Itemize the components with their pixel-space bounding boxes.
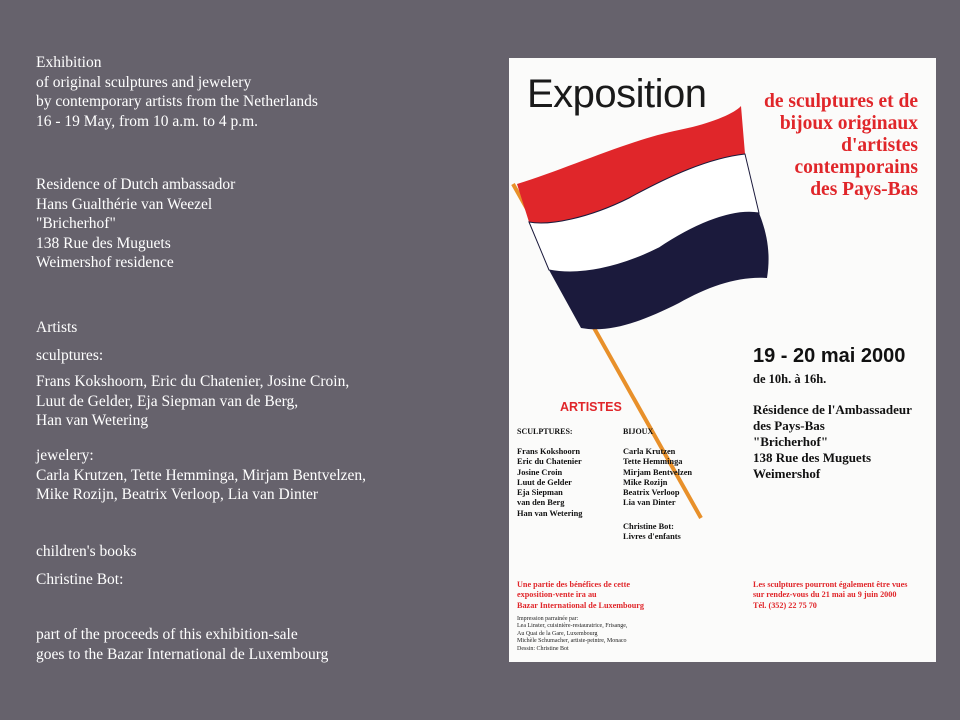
books-line: Christine Bot: [623, 522, 674, 531]
christine-bot [36, 570, 123, 590]
sculptor-name: Han van Wetering [517, 508, 583, 518]
subtitle-line: de sculptures et de [763, 91, 918, 112]
sculptures-heading-text: sculptures: [36, 347, 104, 364]
childrens-books-text: children's books [36, 543, 137, 560]
sculptor-name: Frans Kokshoorn [517, 447, 581, 456]
venue-line: Weimershof [753, 466, 821, 481]
poster-venue [753, 402, 912, 482]
artists-heading [36, 318, 77, 338]
jewelery-block [36, 446, 366, 505]
jeweler-name: Mike Rozijn [623, 477, 668, 487]
sculptor-name: van den Berg [517, 498, 565, 508]
sculptures-heading [36, 346, 103, 366]
benefits-line: Une partie des bénéfices de cette [517, 580, 630, 589]
proceeds-line: goes to the Bazar International de Luxembourg [36, 645, 329, 663]
subtitle-line: bijoux originaux [779, 113, 918, 134]
sculptures-line: Han van Wetering [36, 412, 149, 429]
sculptors-list [517, 447, 582, 519]
credits-line: Dessin: Christine Bot [517, 645, 569, 652]
sculptor-name: Josine Croin [517, 467, 563, 477]
proceeds-line: part of the proceeds of this exhibition-sale [36, 626, 298, 643]
proceeds-block [36, 625, 328, 664]
exhibition-block [36, 53, 318, 131]
residence-block [36, 175, 235, 273]
poster-hours: de 10h. à 16h. [753, 372, 827, 386]
jeweler-name: Beatrix Verloop [623, 488, 680, 498]
venue-line: des Pays-Bas [753, 418, 825, 433]
exhibition-poster [509, 58, 936, 662]
venue-line: 138 Rue des Muguets [753, 450, 872, 465]
artists-heading-text: Artists [36, 319, 78, 336]
books-entry [623, 522, 681, 543]
sculptor-name: Luut de Gelder [517, 477, 572, 487]
poster-date: 19 - 20 mai 2000 [753, 345, 906, 367]
jewelery-heading: jewelery: [36, 447, 94, 464]
rendezvous-line: sur rendez-vous du 21 mai au 9 juin 2000 [753, 590, 897, 600]
sculptor-name: Eric du Chatenier [517, 457, 582, 467]
sculptor-name: Eja Siepman [517, 488, 563, 498]
subtitle-line: d'artistes [841, 135, 918, 156]
jewelers-list [623, 447, 692, 509]
residence-line: Residence of Dutch ambassador [36, 176, 236, 193]
rendezvous-note [753, 580, 907, 611]
sculptures-column-heading: SCULPTURES: [517, 427, 573, 436]
christine-bot-text: Christine Bot: [36, 571, 124, 588]
bijoux-column-heading: BIJOUX [623, 427, 654, 436]
credits-line: Au Quai de la Gare, Luxembourg [517, 630, 598, 637]
rendezvous-line: Tél. (352) 22 75 70 [753, 600, 817, 610]
jeweler-name: Mirjam Bentvelzen [623, 467, 693, 477]
sculptures-list [36, 372, 349, 431]
residence-line: Hans Gualthérie van Weezel [36, 195, 213, 213]
residence-line: Weimershof residence [36, 254, 174, 271]
poster-credits [517, 616, 627, 653]
subtitle-line: contemporains [794, 157, 918, 178]
benefits-line: exposition-vente ira au [517, 590, 597, 600]
jeweler-name: Carla Krutzen [623, 447, 676, 456]
poster-subtitle [718, 91, 918, 201]
venue-line: "Bricherhof" [753, 434, 829, 449]
jewelery-line: Mike Rozijn, Beatrix Verloop, Lia van Dinter [36, 486, 319, 503]
benefits-note [517, 580, 644, 611]
subtitle-line: des Pays-Bas [810, 179, 918, 200]
rendezvous-line: Les sculptures pourront également être vues [753, 580, 908, 589]
venue-line: Résidence de l'Ambassadeur [753, 402, 912, 417]
childrens-books [36, 542, 137, 562]
jeweler-name: Lia van Dinter [623, 498, 676, 508]
sculptures-line: Frans Kokshoorn, Eric du Chatenier, Josine Croin, [36, 373, 350, 390]
exhibition-line: Exhibition [36, 54, 102, 71]
exhibition-line: by contemporary artists from the Netherlands [36, 93, 318, 110]
benefits-line: Bazar International de Luxembourg [517, 600, 644, 610]
poster-title: Exposition [527, 72, 707, 116]
exhibition-line: 16 - 19 May, from 10 a.m. to 4 p.m. [36, 112, 258, 130]
poster-artistes-heading: ARTISTES [560, 400, 622, 414]
sculptures-line: Luut de Gelder, Eja Siepman van de Berg, [36, 392, 299, 410]
jeweler-name: Tette Hemminga [623, 457, 683, 467]
residence-line: "Bricherhof" [36, 215, 116, 232]
credits-line: Lea Linster, cuisinière-restauratrice, Frisange, [517, 623, 628, 630]
books-line: Livres d'enfants [623, 532, 681, 542]
residence-line: 138 Rue des Muguets [36, 234, 171, 252]
jewelery-line: Carla Krutzen, Tette Hemminga, Mirjam Bentvelzen, [36, 466, 367, 484]
credits-line: Michèle Schumacher, artiste-peintre, Monaco [517, 638, 627, 645]
credits-line: Impression parrainée par: [517, 616, 579, 622]
exhibition-line: of original sculptures and jewelery [36, 73, 252, 91]
